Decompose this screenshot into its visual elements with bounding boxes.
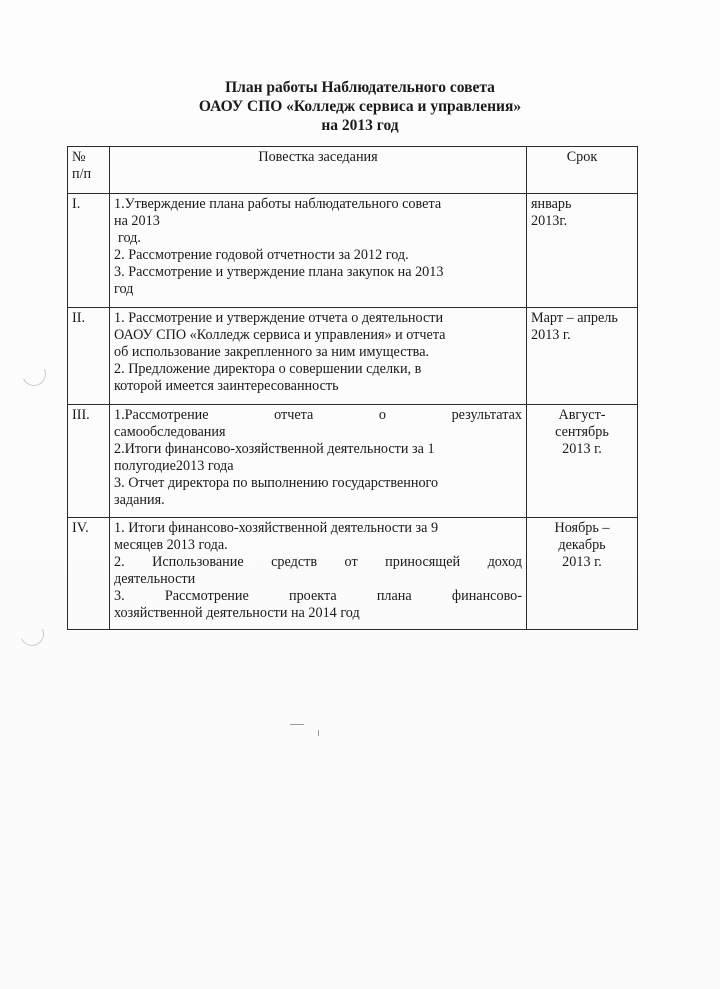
agenda-line: месяцев 2013 года. [114,537,228,553]
table-row [68,194,638,308]
term-line: январь [531,196,572,212]
row-agenda [110,194,527,308]
term-line: 2013 г. [562,554,602,570]
table-row [68,308,638,405]
agenda-line: 3. Рассмотрение и утверждение плана закупок на 2013 [114,264,444,280]
row-agenda [110,518,527,630]
title-line-1: План работы Наблюдательного совета [225,79,495,96]
row-number: III. [68,405,110,518]
agenda-line: самообследования [114,424,226,440]
scan-artifact [17,619,48,650]
row-number: I. [68,194,110,308]
term-line: 2013 г. [531,327,571,343]
row-agenda [110,308,527,405]
agenda-line: год. [118,230,141,246]
plan-table [67,146,638,630]
header-num-line-2: п/п [72,166,92,182]
agenda-line: хозяйственной деятельности на 2014 год [114,605,360,621]
agenda-line: 3. Рассмотрение проекта плана финансово- [114,588,522,604]
agenda-line: 1.Рассмотрение отчета о результатах [114,407,522,423]
table-row [68,405,638,518]
agenda-line: 2. Использование средств от приносящей доход [114,554,522,570]
term-line: Август- [558,407,606,423]
agenda-line: которой имеется заинтересованность [114,378,339,394]
agenda-line: ОАОУ СПО «Колледж сервиса и управления» и отчета [114,327,446,343]
agenda-line: 1.Утверждение плана работы наблюдательного совета [114,196,442,212]
row-term [527,405,638,518]
table-header-row [68,147,638,194]
agenda-line: деятельности [114,571,196,587]
scan-artifact [19,359,50,390]
row-term [527,308,638,405]
header-num [68,147,110,194]
term-line: Ноябрь – [554,520,610,536]
agenda-line: 2. Рассмотрение годовой отчетности за 2012 год. [114,247,409,263]
table-row [68,518,638,630]
agenda-line: 1. Итоги финансово-хозяйственной деятельности за 9 [114,520,439,536]
agenda-line: полугодие2013 года [114,458,234,474]
term-line: декабрь [558,537,606,553]
term-line: 2013г. [531,213,568,229]
row-number: II. [68,308,110,405]
row-number: IV. [68,518,110,630]
header-agenda: Повестка заседания [110,147,527,194]
agenda-line: на 2013 [114,213,160,229]
agenda-line: 3. Отчет директора по выполнению государственного [114,475,439,491]
row-term [527,518,638,630]
agenda-line: год [114,281,134,297]
title-line-2: ОАОУ СПО «Колледж сервиса и управления» [198,98,522,115]
scan-artifact [318,730,319,736]
agenda-line: 2. Предложение директора о совершении сделки, в [114,361,422,377]
agenda-line: об использование закрепленного за ним имущества. [114,344,430,360]
agenda-line: задания. [114,492,165,508]
document-title [0,78,720,135]
agenda-line: 2.Итоги финансово-хозяйственной деятельности за 1 [114,441,435,457]
scan-artifact [290,724,304,725]
agenda-line: 1. Рассмотрение и утверждение отчета о деятельности [114,310,444,326]
header-term: Срок [527,147,638,194]
row-agenda [110,405,527,518]
title-line-3: на 2013 год [321,117,399,134]
term-line: Март – апрель [531,310,618,326]
header-num-line-1: № [72,149,86,165]
row-term [527,194,638,308]
term-line: 2013 г. [562,441,602,457]
term-line: сентябрь [555,424,609,440]
